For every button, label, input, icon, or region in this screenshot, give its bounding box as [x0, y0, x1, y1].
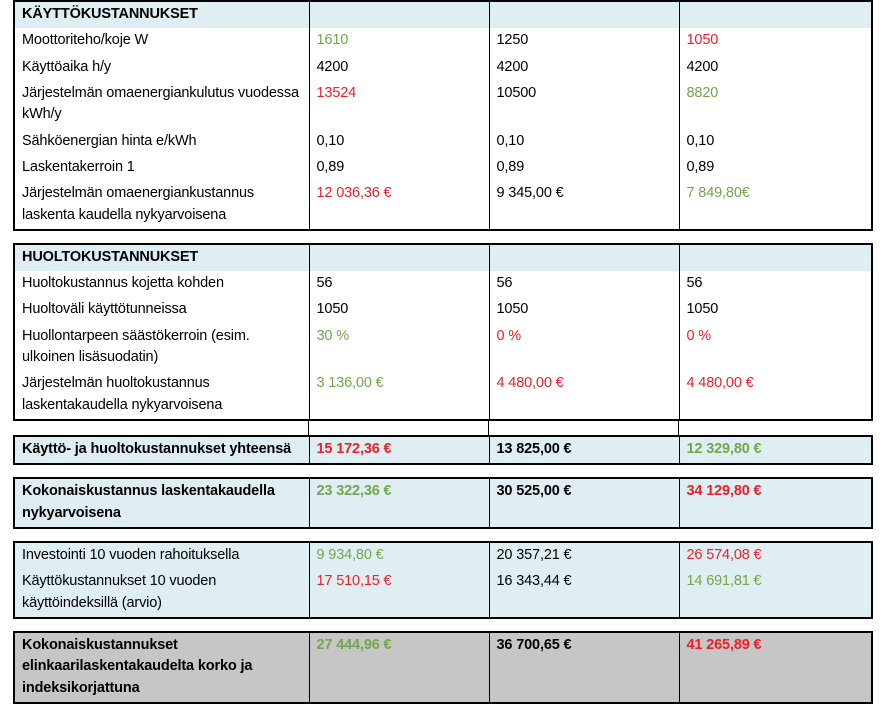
row-value-col2: 20 357,21 € [489, 542, 679, 569]
row-value-col3: 34 129,80 € [679, 478, 872, 528]
row-value-col1: 13524 [309, 81, 489, 129]
row-label: Investointi 10 vuoden rahoituksella [14, 542, 309, 569]
row-value-col3: 0,10 [679, 129, 872, 155]
table-row [14, 632, 872, 703]
row-value-col3: 7 849,80€ [679, 181, 872, 230]
section-title: HUOLTOKUSTANNUKSET [14, 244, 309, 271]
table-row [14, 324, 872, 372]
row-label: Huollontarpeen säästökerroin (esim. ulkoinen lisäsuodatin) [14, 324, 309, 372]
table-huoltokustannukset [13, 243, 873, 421]
section-header-spacer-1 [309, 244, 489, 271]
row-label: Käyttöaika h/y [14, 55, 309, 81]
stub-cell-1 [308, 421, 488, 435]
row-label: Järjestelmän huoltokustannus laskentakaudella nykyarvoisena [14, 371, 309, 420]
row-value-col2: 1050 [489, 297, 679, 323]
table-investointi [13, 541, 873, 619]
row-value-col3: 56 [679, 271, 872, 297]
row-value-col1: 4200 [309, 55, 489, 81]
table-row [14, 28, 872, 54]
stub-cell-label [13, 421, 308, 435]
row-value-col2: 10500 [489, 81, 679, 129]
row-label: Käyttö- ja huoltokustannukset yhteensä [14, 436, 309, 464]
row-label: Käyttökustannukset 10 vuoden käyttöindeksillä (arvio) [14, 569, 309, 618]
table-kokonaiskustannus-laskentakaudella [13, 477, 873, 529]
table-row [14, 81, 872, 129]
row-value-col1: 0,10 [309, 129, 489, 155]
row-value-col2: 4200 [489, 55, 679, 81]
table-row [14, 436, 872, 464]
table-row [14, 129, 872, 155]
row-value-col2: 4 480,00 € [489, 371, 679, 420]
table-row [14, 181, 872, 230]
table-row [14, 371, 872, 420]
row-value-col3: 41 265,89 € [679, 632, 872, 703]
row-label: Moottoriteho/koje W [14, 28, 309, 54]
block-spacer [13, 465, 871, 477]
stub-cell-3 [678, 421, 871, 435]
section-header-spacer-3 [679, 1, 872, 28]
table-kaytto-ja-huolto-yhteensa [13, 435, 873, 465]
row-value-col1: 9 934,80 € [309, 542, 489, 569]
row-value-col1: 15 172,36 € [309, 436, 489, 464]
row-value-col3: 14 691,81 € [679, 569, 872, 618]
stub-row [13, 421, 871, 435]
table-row [14, 271, 872, 297]
table-row [14, 55, 872, 81]
table-row [14, 155, 872, 181]
row-value-col3: 26 574,08 € [679, 542, 872, 569]
row-value-col2: 30 525,00 € [489, 478, 679, 528]
divider-stub-row [13, 421, 871, 435]
block-spacer [13, 619, 871, 631]
row-value-col1: 1050 [309, 297, 489, 323]
table-row [14, 569, 872, 618]
row-value-col2: 9 345,00 € [489, 181, 679, 230]
row-label: Laskentakerroin 1 [14, 155, 309, 181]
row-value-col2: 56 [489, 271, 679, 297]
table-kokonaiskustannukset-elinkaari [13, 631, 873, 704]
stub-cell-2 [488, 421, 678, 435]
row-value-col3: 0,89 [679, 155, 872, 181]
table-row [14, 297, 872, 323]
table-row [14, 542, 872, 569]
row-value-col3: 0 % [679, 324, 872, 372]
row-value-col3: 1050 [679, 297, 872, 323]
block-spacer [13, 529, 871, 541]
row-value-col1: 30 % [309, 324, 489, 372]
row-value-col2: 0,10 [489, 129, 679, 155]
row-label: Kokonaiskustannus laskentakaudella nykyarvoisena [14, 478, 309, 528]
row-value-col1: 17 510,15 € [309, 569, 489, 618]
section-header-spacer-3 [679, 244, 872, 271]
section-header-spacer-1 [309, 1, 489, 28]
row-value-col1: 0,89 [309, 155, 489, 181]
row-value-col3: 4 480,00 € [679, 371, 872, 420]
row-label: Järjestelmän omaenergiankustannus laskenta kaudella nykyarvoisena [14, 181, 309, 230]
section-header-row [14, 1, 872, 28]
row-value-col1: 23 322,36 € [309, 478, 489, 528]
row-value-col2: 0,89 [489, 155, 679, 181]
row-value-col1: 56 [309, 271, 489, 297]
section-header-spacer-2 [489, 1, 679, 28]
row-label: Kokonaiskustannukset elinkaarilaskentakaudelta korko ja indeksikorjattuna [14, 632, 309, 703]
row-value-col3: 1050 [679, 28, 872, 54]
section-header-row [14, 244, 872, 271]
row-label: Huoltokustannus kojetta kohden [14, 271, 309, 297]
row-value-col1: 12 036,36 € [309, 181, 489, 230]
row-value-col2: 0 % [489, 324, 679, 372]
row-label: Järjestelmän omaenergiankulutus vuodessa kWh/y [14, 81, 309, 129]
row-value-col1: 27 444,96 € [309, 632, 489, 703]
row-value-col2: 1250 [489, 28, 679, 54]
section-header-spacer-2 [489, 244, 679, 271]
row-value-col3: 12 329,80 € [679, 436, 872, 464]
row-value-col2: 13 825,00 € [489, 436, 679, 464]
table-row [14, 478, 872, 528]
table-kayttokustannukset [13, 0, 873, 231]
block-spacer [13, 231, 871, 243]
row-value-col1: 3 136,00 € [309, 371, 489, 420]
row-label: Sähköenergian hinta e/kWh [14, 129, 309, 155]
section-title: KÄYTTÖKUSTANNUKSET [14, 1, 309, 28]
row-value-col2: 16 343,44 € [489, 569, 679, 618]
row-value-col3: 4200 [679, 55, 872, 81]
row-value-col3: 8820 [679, 81, 872, 129]
row-value-col1: 1610 [309, 28, 489, 54]
row-value-col2: 36 700,65 € [489, 632, 679, 703]
row-label: Huoltoväli käyttötunneissa [14, 297, 309, 323]
